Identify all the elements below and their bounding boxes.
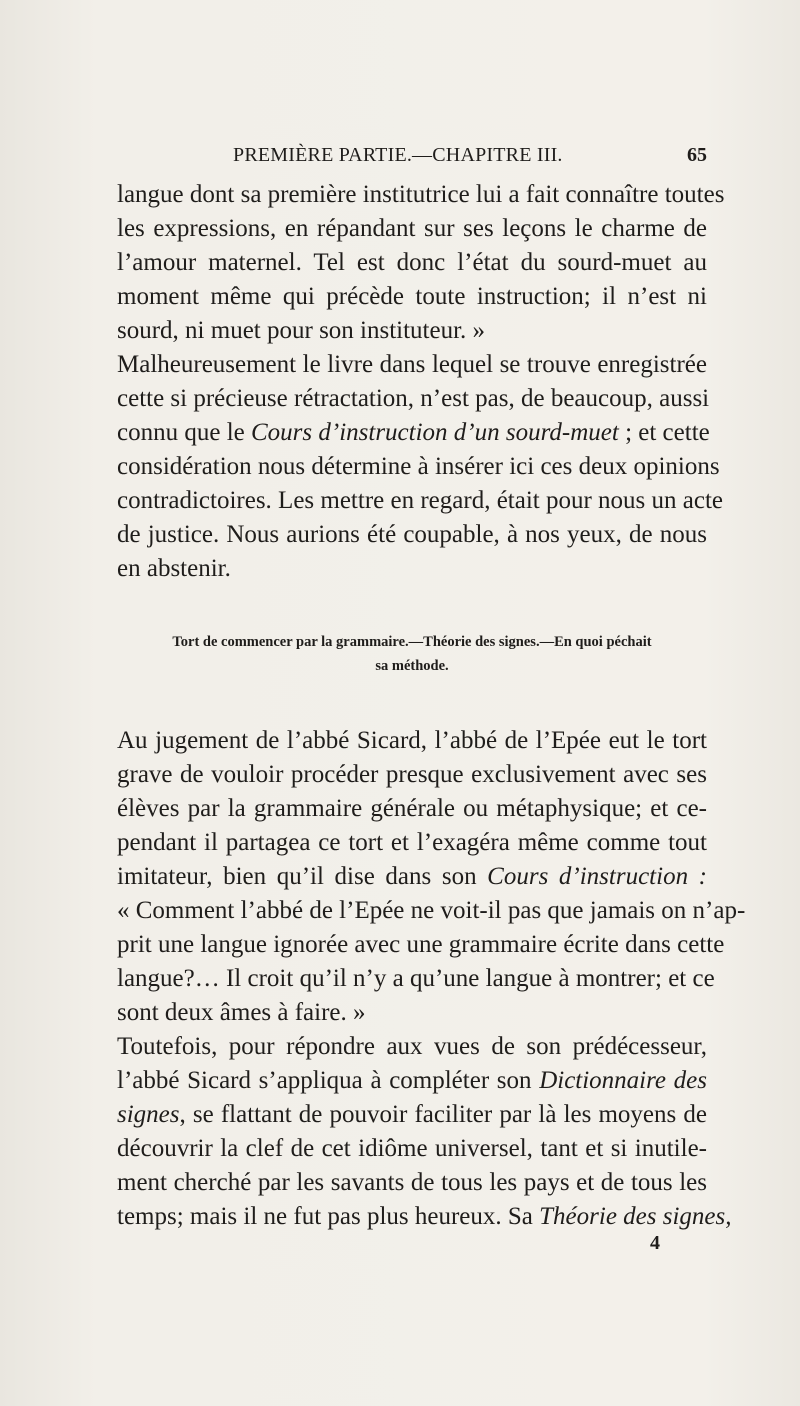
text-span: l’abbé Sicard s’appliqua à compléter son — [117, 1067, 540, 1094]
text-line: élèves par la grammaire générale ou métaphysique; et ce- — [117, 795, 707, 822]
text-line — [117, 416, 710, 450]
running-head: PREMIÈRE PARTIE.—CHAPITRE III. — [233, 144, 563, 166]
text-line: de justice. Nous aurions été coupable, à nos yeux, de nous — [117, 521, 707, 548]
text-line: sourd, ni muet pour son instituteur. » — [117, 317, 486, 344]
text-line: contradictoires. Les mettre en regard, était pour nous un acte — [117, 487, 724, 514]
signature-mark: 4 — [650, 1232, 660, 1254]
text-line — [117, 1098, 707, 1132]
paragraph-dictionary — [117, 1030, 732, 1234]
text-line: pendant il partagea ce tort et l’exagéra même comme tout — [117, 829, 707, 856]
text-line: prit une langue ignorée avec une grammaire écrite dans cette — [117, 931, 725, 958]
text-span: temps; mais il ne fut pas plus heureux. Sa — [117, 1203, 540, 1230]
page-header — [117, 144, 707, 174]
text-line: Au jugement de l’abbé Sicard, l’abbé de l’Epée eut le tort — [117, 727, 707, 754]
text-line: découvrir la clef de cet idiôme universel, tant et si inutile- — [117, 1135, 707, 1162]
text-line — [117, 860, 707, 894]
section-heading-line: sa méthode. — [375, 658, 449, 674]
text-line: cette si précieuse rétractation, n’est pas, de beaucoup, aussi — [117, 385, 710, 412]
section-heading — [117, 630, 707, 678]
text-line — [117, 1064, 707, 1098]
book-title: Cours d’instruction d’un sourd-muet — [250, 419, 619, 446]
text-line: « Comment l’abbé de l’Epée ne voit-il pas que jamais on n’ap- — [117, 897, 746, 924]
section-heading-line: Tort de commencer par la grammaire.—Théorie des signes.—En quoi péchait — [172, 634, 652, 650]
text-line: Toutefois, pour répondre aux vues de son prédécesseur, — [117, 1033, 707, 1060]
text-line: moment même qui précède toute instruction; il n’est ni — [117, 283, 707, 310]
text-span: Malheureusement le livre dans lequel se trouve enregistrée — [117, 351, 707, 378]
book-title: Théorie des signes, — [539, 1203, 732, 1230]
paragraph-sicard-judgment — [117, 724, 746, 1030]
book-title: signes — [117, 1101, 180, 1128]
text-line: en abstenir. — [117, 555, 231, 582]
paragraph-retractation — [117, 348, 724, 586]
paragraph-continuation — [117, 178, 725, 348]
page-number: 65 — [687, 144, 707, 166]
text-line: les expressions, en répandant sur ses leçons le charme de — [117, 215, 707, 242]
text-span: connu que le — [117, 419, 251, 446]
text-line: l’amour maternel. Tel est donc l’état du sourd-muet au — [117, 249, 707, 276]
text-span: ; et cette — [618, 419, 710, 446]
text-line: ment cherché par les savants de tous les pays et de tous les — [117, 1169, 707, 1196]
text-span: , se flattant de pouvoir faciliter par là les moyens de — [179, 1101, 707, 1128]
text-line — [117, 1200, 732, 1234]
book-title: Cours d’instruction : — [487, 863, 707, 890]
text-line — [117, 348, 707, 382]
text-line: considération nous détermine à insérer ici ces deux opinions — [117, 453, 720, 480]
text-line: langue?… Il croit qu’il n’y a qu’une langue à montrer; et ce — [117, 965, 715, 992]
text-line: grave de vouloir procéder presque exclusivement avec ses — [117, 761, 707, 788]
text-line: sont deux âmes à faire. » — [117, 999, 366, 1026]
text-span: imitateur, bien qu’il dise dans son — [117, 863, 488, 890]
book-title: Dictionnaire des — [539, 1067, 707, 1094]
text-line: langue dont sa première institutrice lui a fait connaître toutes — [117, 181, 725, 208]
